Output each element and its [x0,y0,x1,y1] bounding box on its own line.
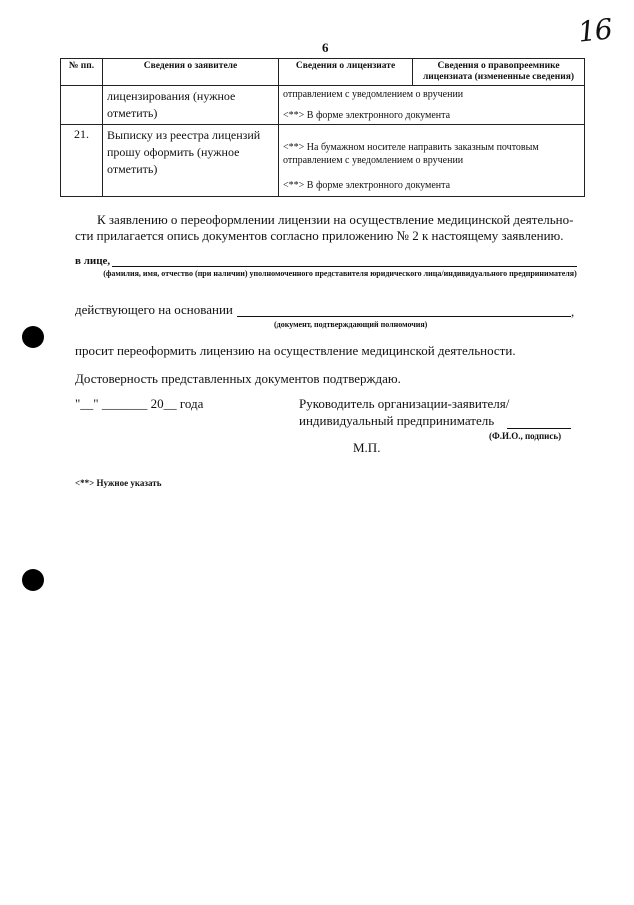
table-header-row [61,59,585,86]
header-licensee: Сведения о лицензиате [279,59,413,86]
row-applicant: Выписку из реестра лицензий прошу оформить (нужное отметить) [103,125,279,197]
confirm-text: Достоверность представленных документов подтверждаю. [75,371,401,386]
acting-basis-field[interactable] [237,316,571,317]
row-licensee [279,86,585,125]
date-line[interactable]: "__" _______ 20__ года [75,396,204,411]
attachment-line-1: К заявлению о переоформлении лицензии на осуществление медицинской деятельно- [97,212,574,227]
licensee-line: <**> В форме электронного документа [283,180,451,191]
binder-hole [22,326,44,348]
header-successor: Сведения о правопреемнике лицензиата (измененные сведения) [413,59,585,86]
in-person-label: в лице, [75,255,111,267]
footnote: <**> Нужное указать [75,478,162,488]
head-line-1: Руководитель организации-заявителя/ [299,396,510,411]
signature-caption: (Ф.И.О., подпись) [489,431,562,441]
in-person-caption: (фамилия, имя, отчество (при наличии) уполномоченного представителя юридического лица/индивидуального предпринимателя) [103,269,577,278]
acting-label: действующего на основании [75,302,233,317]
row-licensee [279,125,585,197]
table-row [61,125,585,197]
licensee-line: отправлением с уведомлением о вручении [283,89,464,100]
binder-hole [22,569,44,591]
licensee-line: <**> В форме электронного документа [283,110,451,121]
application-table [60,58,585,197]
stamp-label: М.П. [353,440,381,455]
comma: , [571,304,575,319]
header-num: № пп. [61,59,103,86]
attachment-line-2: сти прилагается опись документов согласно приложению № 2 к настоящему заявлению. [75,228,564,243]
header-applicant: Сведения о заявителе [103,59,279,86]
page-number: 6 [322,40,329,55]
in-person-field[interactable] [112,266,577,267]
acting-caption: (документ, подтверждающий полномочия) [274,320,428,329]
attachment-paragraph [75,212,595,244]
handwritten-page-number: 16 [576,12,614,49]
head-line-2: индивидуальный предприниматель [299,413,495,428]
row-num: 21. [61,125,103,197]
row-applicant: лицензирования (нужное отметить) [103,86,279,125]
signature-field[interactable] [507,428,571,429]
licensee-line: <**> На бумажном носителе направить заказным почтовым отправлением с уведомлением о вручении [283,142,539,166]
request-text: просит переоформить лицензию на осуществление медицинской деятельности. [75,343,516,358]
row-num [61,86,103,125]
table-row [61,86,585,125]
